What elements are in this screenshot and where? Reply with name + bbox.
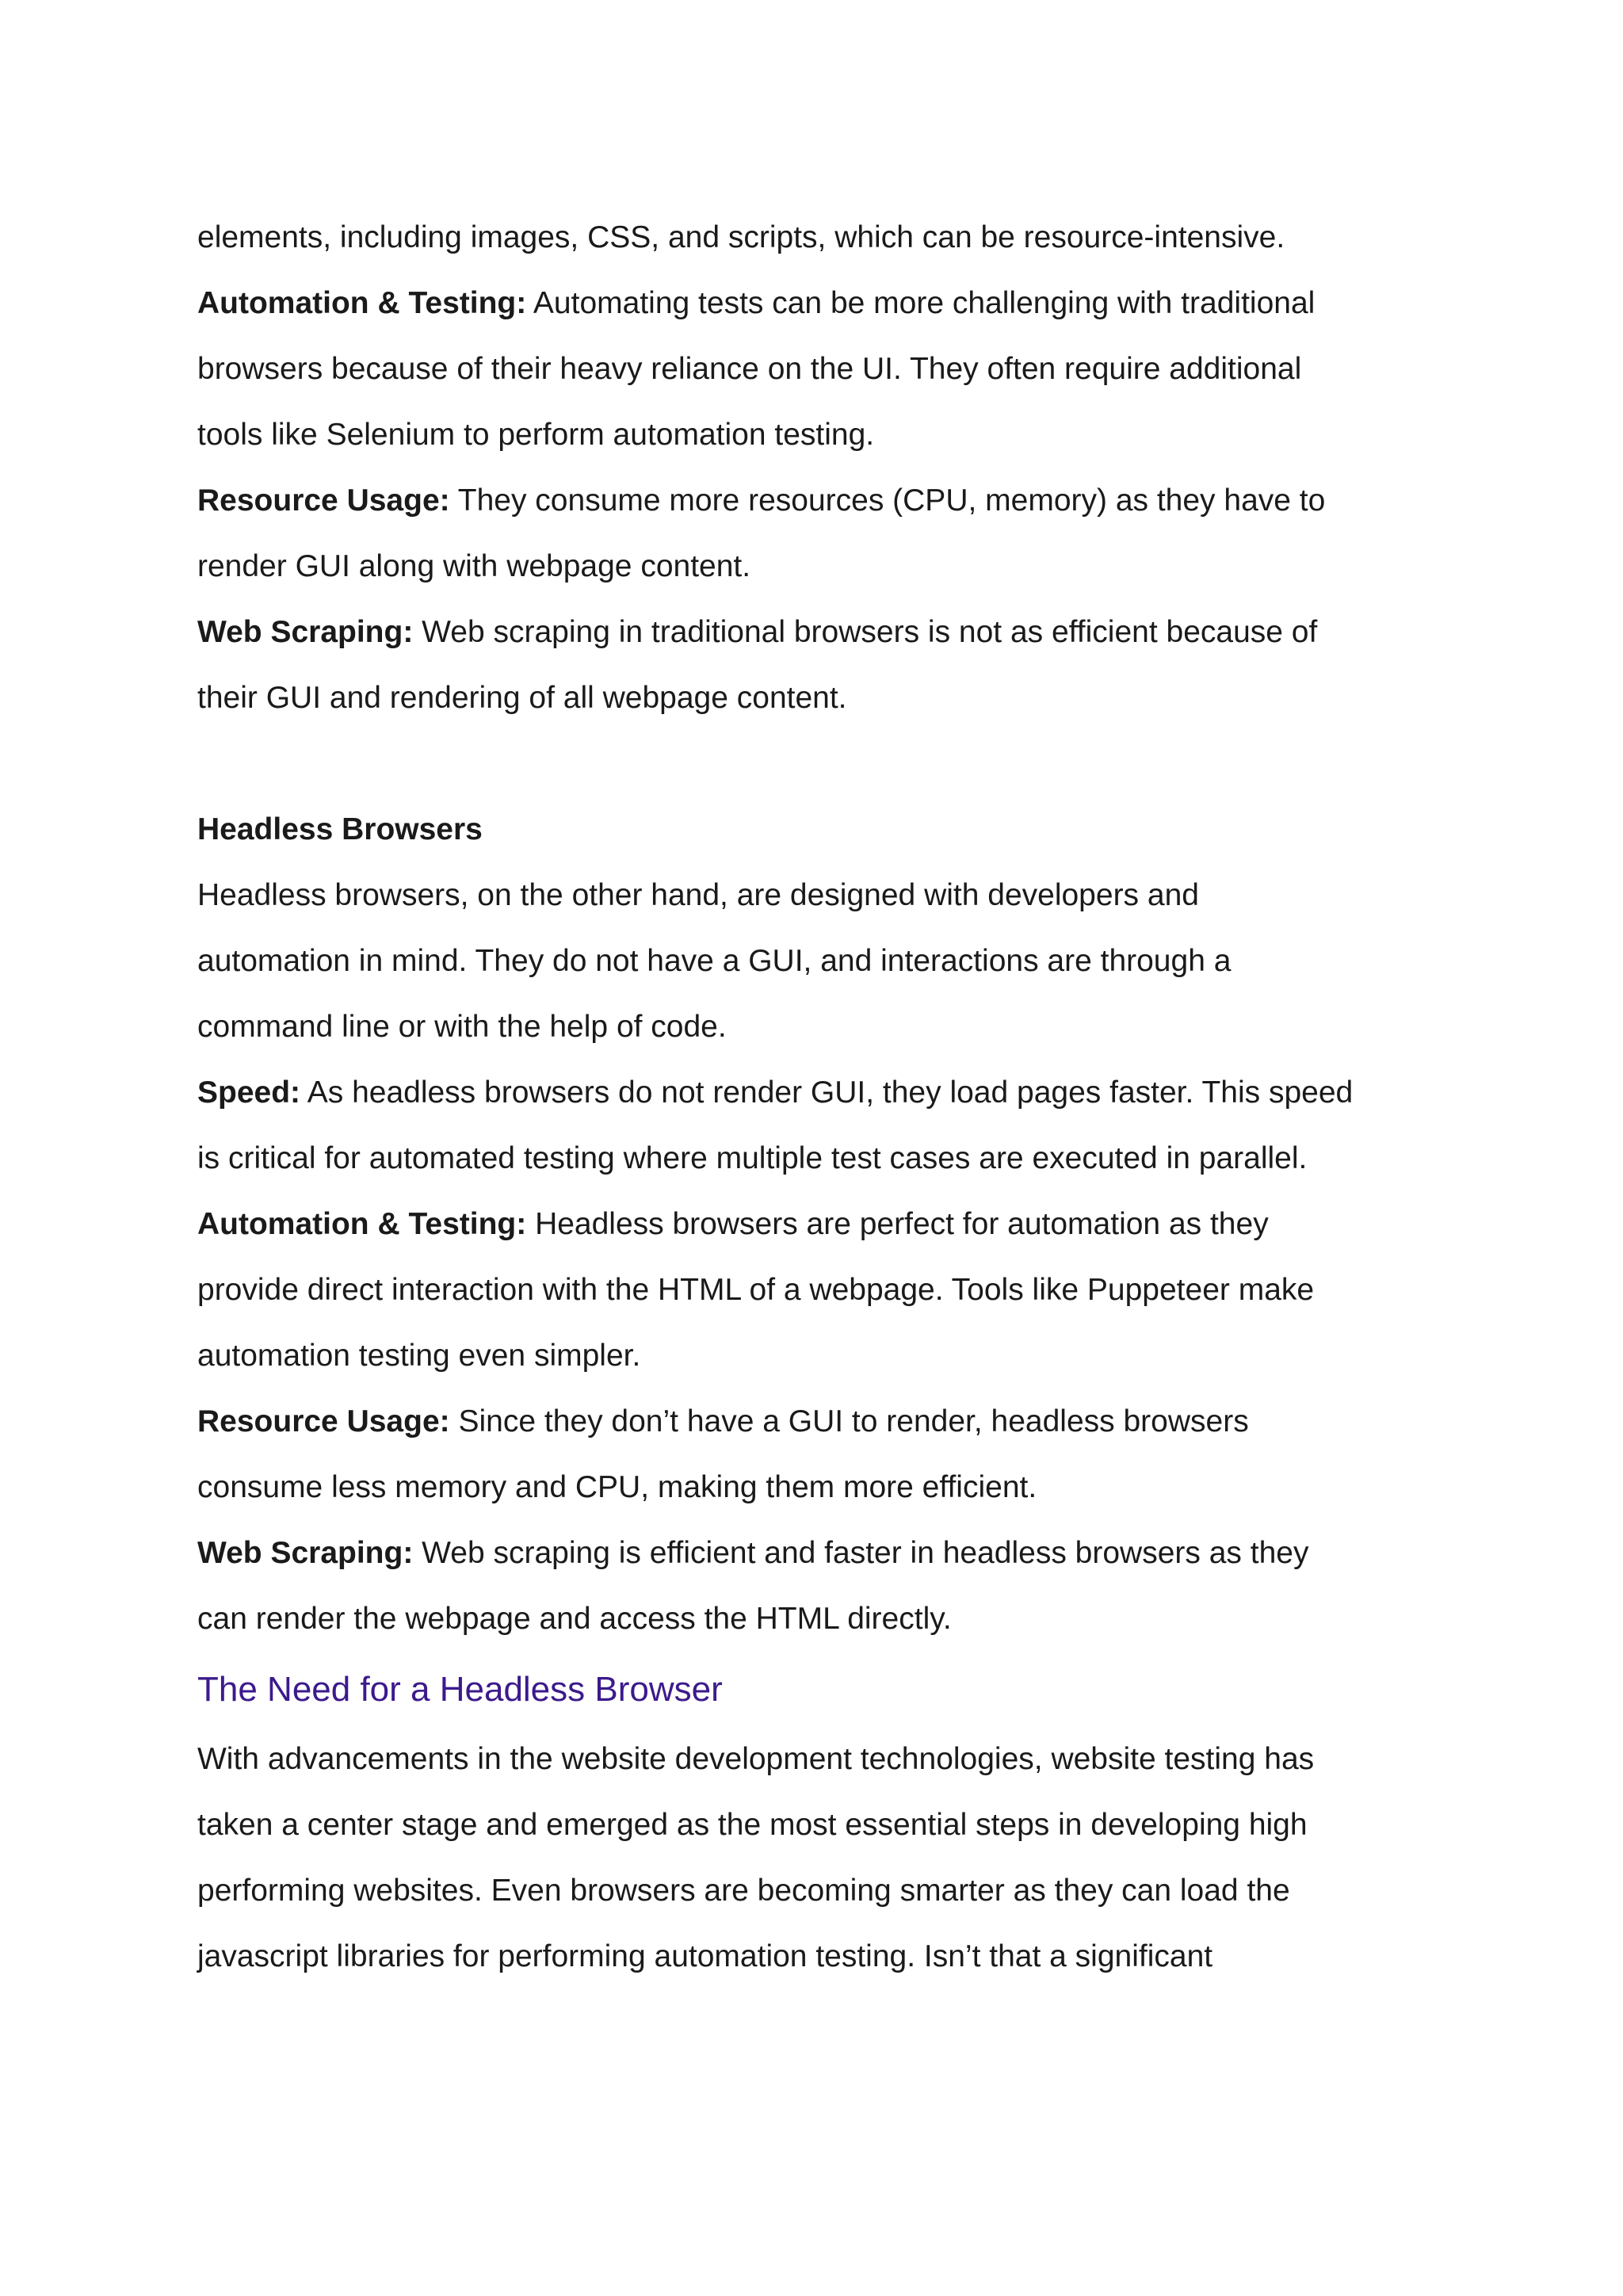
paragraph-line: command line or with the help of code. bbox=[197, 1010, 727, 1044]
paragraph-line: Headless browsers, on the other hand, are designed with developers and bbox=[197, 878, 1199, 912]
paragraph-line: browsers because of their heavy reliance on the UI. They often require additional bbox=[197, 352, 1302, 386]
paragraph-line: automation in mind. They do not have a GUI, and interactions are through a bbox=[197, 944, 1232, 978]
paragraph-line: elements, including images, CSS, and scripts, which can be resource-intensive. bbox=[197, 220, 1285, 254]
paragraph-line: consume less memory and CPU, making them more efficient. bbox=[197, 1470, 1037, 1504]
need-for-headless-browser-heading: The Need for a Headless Browser bbox=[197, 1670, 723, 1709]
paragraph-line: tools like Selenium to perform automation testing. bbox=[197, 418, 875, 452]
paragraph-text: Web scraping is efficient and faster in headless browsers as they bbox=[413, 1536, 1309, 1570]
paragraph-text: Web scraping in traditional browsers is not as efficient because of bbox=[413, 615, 1318, 649]
paragraph-line: their GUI and rendering of all webpage content. bbox=[197, 681, 847, 715]
automation-testing-paragraph bbox=[197, 1191, 1449, 1257]
paragraph-text: Since they don’t have a GUI to render, headless browsers bbox=[449, 1404, 1249, 1438]
web-scraping-paragraph bbox=[197, 1520, 1449, 1586]
web-scraping-paragraph bbox=[197, 599, 1449, 665]
resource-usage-paragraph bbox=[197, 468, 1449, 533]
paragraph-text: They consume more resources (CPU, memory) as they have to bbox=[449, 483, 1326, 518]
paragraph-line: With advancements in the website development technologies, website testing has bbox=[197, 1742, 1315, 1776]
speed-paragraph bbox=[197, 1060, 1449, 1125]
paragraph-line: is critical for automated testing where multiple test cases are executed in parallel. bbox=[197, 1141, 1308, 1175]
paragraph-text: Headless browsers are perfect for automation as they bbox=[526, 1207, 1269, 1241]
automation-testing-label: Automation & Testing: bbox=[197, 1207, 527, 1241]
paragraph-text: As headless browsers do not render GUI, they load pages faster. This speed bbox=[300, 1075, 1354, 1110]
automation-testing-label: Automation & Testing: bbox=[197, 286, 527, 320]
paragraph-line: javascript libraries for performing automation testing. Isn’t that a significant bbox=[197, 1939, 1213, 1973]
headless-browsers-heading: Headless Browsers bbox=[197, 812, 483, 846]
paragraph-spacer bbox=[197, 731, 1449, 797]
paragraph-line: provide direct interaction with the HTML of a webpage. Tools like Puppeteer make bbox=[197, 1273, 1315, 1307]
paragraph-line: performing websites. Even browsers are becoming smarter as they can load the bbox=[197, 1874, 1290, 1908]
resource-usage-label: Resource Usage: bbox=[197, 483, 450, 518]
automation-testing-paragraph bbox=[197, 270, 1449, 336]
document-body bbox=[197, 204, 1449, 1989]
paragraph-line: automation testing even simpler. bbox=[197, 1339, 641, 1373]
web-scraping-label: Web Scraping: bbox=[197, 615, 414, 649]
paragraph-line: can render the webpage and access the HTML directly. bbox=[197, 1602, 952, 1636]
resource-usage-paragraph bbox=[197, 1389, 1449, 1454]
speed-label: Speed: bbox=[197, 1075, 301, 1110]
paragraph-text: Automating tests can be more challenging with traditional bbox=[526, 286, 1316, 320]
resource-usage-label: Resource Usage: bbox=[197, 1404, 450, 1438]
web-scraping-label: Web Scraping: bbox=[197, 1536, 414, 1570]
paragraph-line: render GUI along with webpage content. bbox=[197, 549, 751, 583]
paragraph-line: taken a center stage and emerged as the most essential steps in developing high bbox=[197, 1808, 1308, 1842]
